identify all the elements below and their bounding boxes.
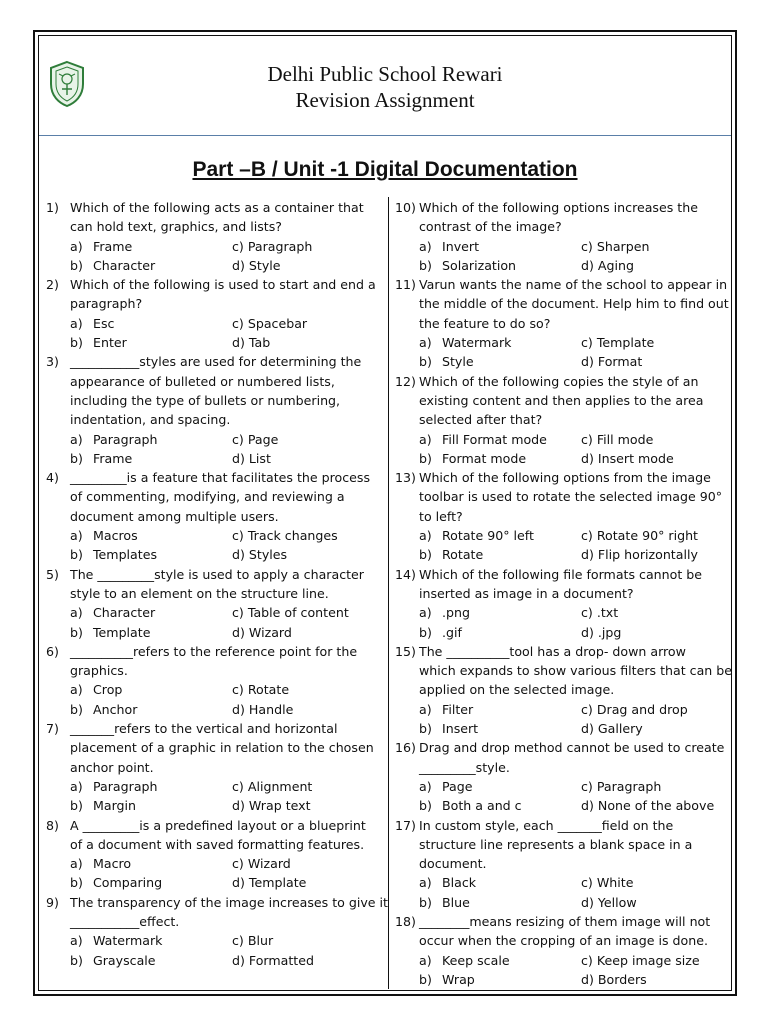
question-number: 14) xyxy=(395,566,416,582)
question-line xyxy=(46,294,382,313)
question-number: 17) xyxy=(395,817,416,833)
question-number: 3) xyxy=(46,354,59,370)
option-letter: b) xyxy=(70,875,83,891)
option-row xyxy=(395,719,731,738)
question-text: In custom style, each _______field on the xyxy=(419,817,674,833)
question-line xyxy=(46,391,382,410)
option-letter: a) xyxy=(419,335,432,351)
option-letter: a) xyxy=(419,952,432,968)
option-text: c) Page xyxy=(232,431,279,447)
question-line xyxy=(46,758,382,777)
option-text: Fill Format mode xyxy=(442,431,547,447)
option-letter: b) xyxy=(419,257,432,273)
question-number: 4) xyxy=(46,470,59,486)
option-row xyxy=(395,237,731,256)
option-text: c) Paragraph xyxy=(232,238,313,254)
option-row xyxy=(46,237,382,256)
option-row xyxy=(395,333,731,352)
question-item xyxy=(46,275,382,352)
option-text: Keep scale xyxy=(442,952,510,968)
right-question-column xyxy=(395,198,731,989)
question-number: 12) xyxy=(395,373,416,389)
option-text: Rotate xyxy=(442,547,484,563)
option-letter: b) xyxy=(70,701,83,717)
question-text: ___________styles are used for determining the xyxy=(70,354,362,370)
option-text: Templates xyxy=(93,547,158,563)
question-line xyxy=(395,680,731,699)
option-text: Margin xyxy=(93,798,137,814)
question-text: _________style. xyxy=(419,759,510,775)
question-line xyxy=(46,275,382,294)
option-text: Frame xyxy=(93,238,133,254)
question-text: Drag and drop method cannot be used to create xyxy=(419,740,725,756)
question-text: Which of the following is used to start and end a xyxy=(70,277,376,293)
question-line xyxy=(46,738,382,757)
question-number: 9) xyxy=(46,894,59,910)
question-text: to left? xyxy=(419,508,463,524)
question-text: style to an element on the structure line. xyxy=(70,585,329,601)
option-text: Solarization xyxy=(442,257,517,273)
question-item xyxy=(46,468,382,564)
left-question-column xyxy=(46,198,388,970)
option-text: d) Template xyxy=(232,875,307,891)
option-row xyxy=(46,526,382,545)
question-line xyxy=(395,468,731,487)
option-letter: a) xyxy=(419,875,432,891)
question-line xyxy=(46,507,382,526)
question-text: indentation, and spacing. xyxy=(70,412,231,428)
option-row xyxy=(395,545,731,564)
option-text: c) White xyxy=(581,875,634,891)
question-line xyxy=(395,584,731,603)
option-text: d) Styles xyxy=(232,547,288,563)
option-text: Paragraph xyxy=(93,778,158,794)
question-line xyxy=(395,372,731,391)
option-row xyxy=(395,430,731,449)
question-text: can hold text, graphics, and lists? xyxy=(70,219,282,235)
option-letter: a) xyxy=(70,528,83,544)
option-row xyxy=(395,893,731,912)
option-row xyxy=(46,333,382,352)
option-row xyxy=(395,352,731,371)
option-text: d) Wrap text xyxy=(232,798,311,814)
option-letter: a) xyxy=(70,238,83,254)
question-line xyxy=(46,198,382,217)
question-number: 10) xyxy=(395,200,416,215)
option-letter: a) xyxy=(70,778,83,794)
question-text: anchor point. xyxy=(70,759,154,775)
option-letter: b) xyxy=(419,547,432,563)
question-item xyxy=(395,372,731,468)
question-text: Which of the following file formats cannot be xyxy=(419,566,703,582)
question-line xyxy=(395,565,731,584)
question-text: structure line represents a blank space in a xyxy=(419,836,693,852)
option-text: d) Formatted xyxy=(232,952,314,968)
question-text: of commenting, modifying, and reviewing a xyxy=(70,489,345,505)
question-line xyxy=(395,758,731,777)
option-letter: a) xyxy=(70,933,83,949)
option-letter: b) xyxy=(70,798,83,814)
option-row xyxy=(395,951,731,970)
question-text: ___________effect. xyxy=(70,913,180,929)
question-line xyxy=(46,719,382,738)
option-text: Character xyxy=(93,605,156,621)
question-item xyxy=(395,642,731,738)
question-line xyxy=(46,565,382,584)
question-line xyxy=(395,314,731,333)
option-row xyxy=(395,873,731,892)
option-text: Crop xyxy=(93,682,123,698)
option-letter: b) xyxy=(70,952,83,968)
question-number: 8) xyxy=(46,817,59,833)
question-text: Varun wants the name of the school to appear in xyxy=(419,277,728,293)
question-line xyxy=(46,584,382,603)
option-text: c) Rotate xyxy=(232,682,290,698)
question-line xyxy=(395,912,731,931)
question-text: which expands to show various filters that can be xyxy=(419,663,733,679)
option-text: c) Keep image size xyxy=(581,952,700,968)
question-text: contrast of the image? xyxy=(419,219,562,235)
option-text: Blue xyxy=(442,894,470,910)
option-text: Black xyxy=(442,875,477,891)
option-row xyxy=(46,623,382,642)
question-text: selected after that? xyxy=(419,412,543,428)
question-line xyxy=(46,410,382,429)
question-text: _______refers to the vertical and horizontal xyxy=(70,721,338,737)
question-line xyxy=(395,738,731,757)
question-text: document among multiple users. xyxy=(70,508,279,524)
option-text: d) Aging xyxy=(581,257,634,273)
option-row xyxy=(395,526,731,545)
question-line xyxy=(395,661,731,680)
question-item xyxy=(395,275,731,371)
option-text: Format mode xyxy=(442,450,527,466)
option-row xyxy=(395,623,731,642)
question-line xyxy=(395,198,731,217)
question-line xyxy=(46,912,382,931)
option-row xyxy=(46,545,382,564)
question-line xyxy=(395,294,731,313)
question-number: 5) xyxy=(46,566,59,582)
question-line xyxy=(46,661,382,680)
question-text: Which of the following options from the image xyxy=(419,470,711,486)
option-row xyxy=(395,796,731,815)
option-row xyxy=(46,680,382,699)
option-text: .png xyxy=(442,605,470,621)
question-line xyxy=(395,931,731,950)
question-text: occur when the cropping of an image is done. xyxy=(419,933,708,949)
option-text: c) Table of content xyxy=(232,605,349,621)
option-text: Style xyxy=(442,354,474,370)
question-item xyxy=(46,642,382,719)
option-text: d) Handle xyxy=(232,701,294,717)
question-line xyxy=(46,835,382,854)
option-text: c) Drag and drop xyxy=(581,701,688,717)
option-letter: a) xyxy=(419,778,432,794)
question-item xyxy=(46,893,388,970)
question-text: A _________is a predefined layout or a blueprint xyxy=(70,817,366,833)
option-letter: b) xyxy=(419,971,432,987)
option-text: Page xyxy=(442,778,473,794)
question-text: including the type of bullets or numbering, xyxy=(70,392,341,408)
option-text: Anchor xyxy=(93,701,138,717)
option-text: c) Paragraph xyxy=(581,778,662,794)
option-text: Macros xyxy=(93,528,138,544)
option-row xyxy=(46,430,382,449)
option-text: d) Gallery xyxy=(581,721,643,737)
option-text: c) Wizard xyxy=(232,856,291,872)
option-row xyxy=(46,931,382,950)
option-letter: b) xyxy=(70,257,83,273)
option-text: Filter xyxy=(442,701,474,717)
option-row xyxy=(46,854,382,873)
option-letter: a) xyxy=(70,682,83,698)
question-line xyxy=(395,487,731,506)
question-item xyxy=(46,352,382,468)
option-text: d) Style xyxy=(232,257,281,273)
option-row xyxy=(46,314,382,333)
question-line xyxy=(395,854,731,873)
question-line xyxy=(46,372,382,391)
question-text: appearance of bulleted or numbered lists, xyxy=(70,373,335,389)
document-header xyxy=(39,36,731,136)
question-number: 7) xyxy=(46,721,59,737)
question-item xyxy=(395,816,731,912)
question-number: 1) xyxy=(46,200,59,215)
school-name: Delhi Public School Rewari xyxy=(267,62,503,86)
option-text: Insert xyxy=(442,721,479,737)
option-text: Macro xyxy=(93,856,132,872)
option-row xyxy=(395,970,731,989)
question-line xyxy=(46,468,382,487)
option-text: Invert xyxy=(442,238,480,254)
question-line xyxy=(395,217,731,236)
option-text: c) Spacebar xyxy=(232,315,308,331)
option-letter: a) xyxy=(419,701,432,717)
option-letter: b) xyxy=(419,894,432,910)
column-divider xyxy=(388,197,389,989)
question-number: 15) xyxy=(395,643,416,659)
question-number: 18) xyxy=(395,913,416,929)
option-letter: b) xyxy=(419,721,432,737)
question-text: The transparency of the image increases to give it xyxy=(70,894,388,910)
option-text: Watermark xyxy=(442,335,512,351)
option-letter: b) xyxy=(419,450,432,466)
question-line xyxy=(46,893,388,912)
option-letter: a) xyxy=(70,856,83,872)
question-text: ________means resizing of them image will not xyxy=(419,913,711,929)
assignment-title: Revision Assignment xyxy=(295,88,475,112)
option-text: Enter xyxy=(93,335,127,351)
question-item xyxy=(46,719,382,815)
question-number: 11) xyxy=(395,277,416,293)
question-item xyxy=(46,198,382,275)
option-text: Frame xyxy=(93,450,133,466)
option-text: Wrap xyxy=(442,971,475,987)
option-letter: b) xyxy=(70,547,83,563)
option-text: Esc xyxy=(93,315,115,331)
option-row xyxy=(395,256,731,275)
question-text: existing content and then applies to the area xyxy=(419,392,704,408)
option-row xyxy=(395,449,731,468)
option-row xyxy=(46,256,382,275)
option-text: d) Format xyxy=(581,354,643,370)
option-text: Comparing xyxy=(93,875,163,891)
option-letter: a) xyxy=(419,238,432,254)
question-text: Which of the following acts as a container that xyxy=(70,200,364,215)
question-number: 6) xyxy=(46,643,59,659)
question-line xyxy=(395,391,731,410)
question-line xyxy=(395,507,731,526)
option-row xyxy=(46,700,382,719)
option-text: Both a and c xyxy=(442,798,522,814)
question-text: of a document with saved formatting features. xyxy=(70,836,365,852)
option-letter: a) xyxy=(70,315,83,331)
option-text: c) Template xyxy=(581,335,655,351)
option-row xyxy=(46,796,382,815)
question-text: graphics. xyxy=(70,663,128,679)
option-text: c) Blur xyxy=(232,933,274,949)
question-line xyxy=(395,410,731,429)
option-letter: a) xyxy=(419,605,432,621)
option-text: d) List xyxy=(232,450,271,466)
question-item xyxy=(395,468,731,564)
question-text: _________is a feature that facilitates the process xyxy=(70,470,371,486)
option-row xyxy=(46,777,382,796)
page-title: Part –B / Unit -1 Digital Documentation xyxy=(192,158,578,181)
option-row xyxy=(395,777,731,796)
option-text: c) Track changes xyxy=(232,528,338,544)
option-letter: a) xyxy=(70,431,83,447)
question-text: Which of the following options increases the xyxy=(419,200,698,215)
question-text: placement of a graphic in relation to the chosen xyxy=(70,740,374,756)
question-number: 16) xyxy=(395,740,416,756)
question-text: Which of the following copies the style of an xyxy=(419,373,699,389)
option-text: .gif xyxy=(442,624,462,640)
option-letter: a) xyxy=(70,605,83,621)
option-row xyxy=(46,951,382,970)
question-line xyxy=(395,275,731,294)
option-text: d) Wizard xyxy=(232,624,292,640)
option-letter: b) xyxy=(419,798,432,814)
question-line xyxy=(395,835,731,854)
question-number: 13) xyxy=(395,470,416,486)
option-letter: a) xyxy=(419,528,432,544)
option-text: Watermark xyxy=(93,933,163,949)
question-text: document. xyxy=(419,856,487,872)
question-text: paragraph? xyxy=(70,296,143,312)
question-item xyxy=(395,738,731,815)
option-text: c) Fill mode xyxy=(581,431,654,447)
option-text: d) Flip horizontally xyxy=(581,547,698,563)
question-line xyxy=(46,217,382,236)
question-text: inserted as image in a document? xyxy=(419,585,634,601)
option-text: Template xyxy=(93,624,151,640)
question-line xyxy=(395,642,731,661)
option-letter: b) xyxy=(70,335,83,351)
question-text: The __________tool has a drop- down arrow xyxy=(419,643,686,659)
question-line xyxy=(46,816,382,835)
question-line xyxy=(46,487,382,506)
question-text: the middle of the document. Help him to find out xyxy=(419,296,729,312)
option-letter: b) xyxy=(419,624,432,640)
question-line xyxy=(46,352,382,371)
question-item xyxy=(46,565,382,642)
option-text: Rotate 90° left xyxy=(442,528,534,544)
question-text: __________refers to the reference point for the xyxy=(70,643,358,659)
option-text: d) Insert mode xyxy=(581,450,674,466)
option-text: c) Sharpen xyxy=(581,238,650,254)
question-text: toolbar is used to rotate the selected image 90° xyxy=(419,489,723,505)
question-text: applied on the selected image. xyxy=(419,682,615,698)
question-item xyxy=(395,198,731,275)
option-text: Character xyxy=(93,257,156,273)
option-letter: b) xyxy=(70,624,83,640)
option-letter: b) xyxy=(419,354,432,370)
option-text: d) .jpg xyxy=(581,624,622,640)
option-text: d) Yellow xyxy=(581,894,637,910)
option-letter: b) xyxy=(70,450,83,466)
question-item xyxy=(46,816,382,893)
option-text: d) Borders xyxy=(581,971,647,987)
option-row xyxy=(46,449,382,468)
question-text: The _________style is used to apply a character xyxy=(70,566,364,582)
option-row xyxy=(395,603,731,622)
option-text: c) Rotate 90° right xyxy=(581,528,698,544)
question-line xyxy=(395,816,731,835)
option-row xyxy=(46,603,382,622)
question-line xyxy=(46,642,382,661)
option-text: d) Tab xyxy=(232,335,271,351)
option-row xyxy=(46,873,382,892)
option-text: c) .txt xyxy=(581,605,619,621)
option-letter: a) xyxy=(419,431,432,447)
option-text: Grayscale xyxy=(93,952,156,968)
question-text: the feature to do so? xyxy=(419,315,551,331)
question-item xyxy=(395,912,731,989)
question-item xyxy=(395,565,731,642)
question-number: 2) xyxy=(46,277,59,293)
option-text: c) Alignment xyxy=(232,778,313,794)
option-row xyxy=(395,700,731,719)
option-text: Paragraph xyxy=(93,431,158,447)
option-text: d) None of the above xyxy=(581,798,715,814)
